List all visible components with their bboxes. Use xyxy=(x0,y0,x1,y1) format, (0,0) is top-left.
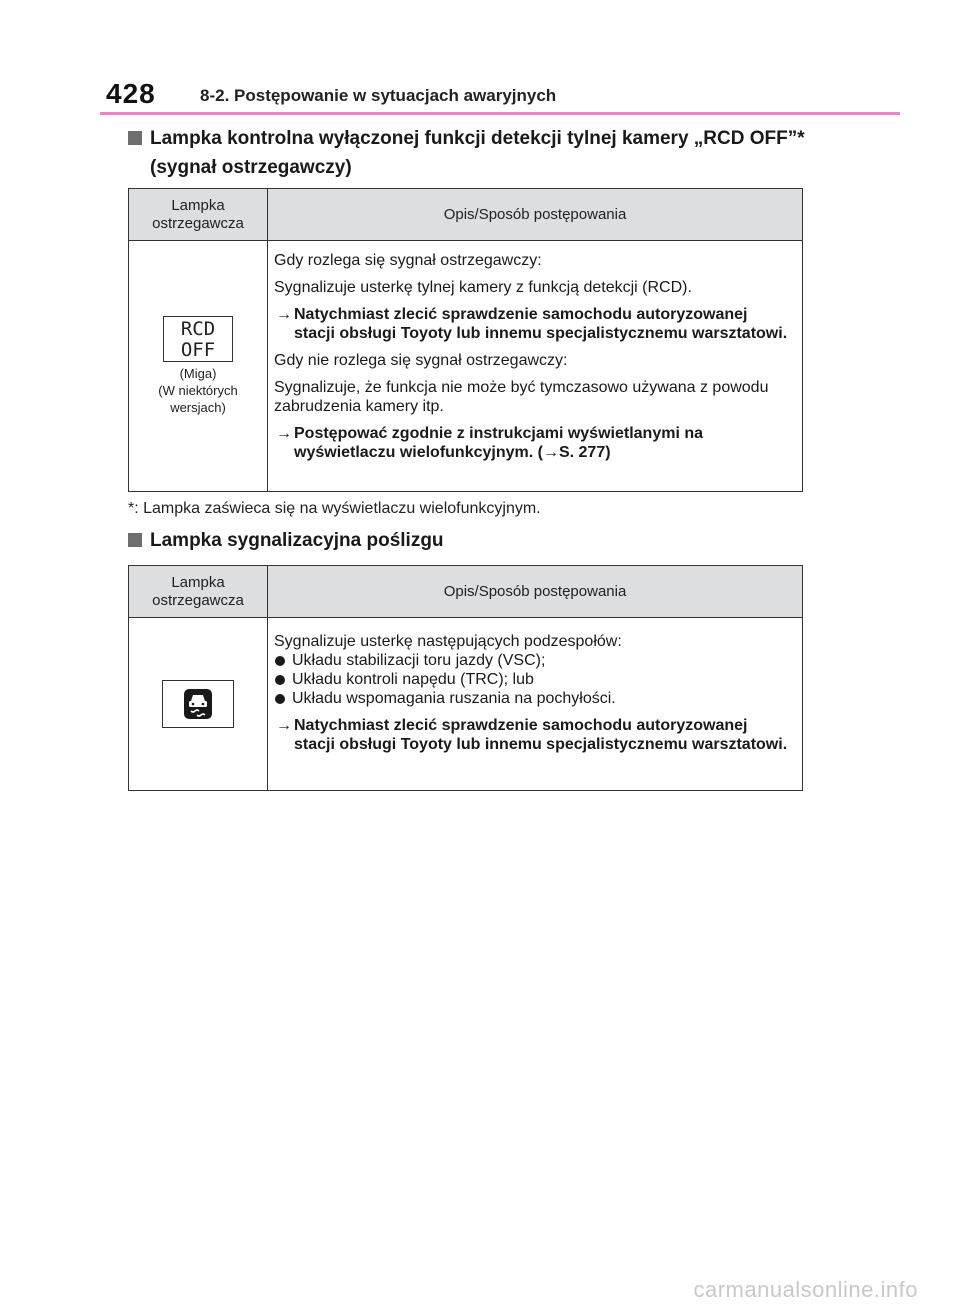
slip-indicator-table xyxy=(128,565,803,791)
arrow-icon: → xyxy=(276,425,292,442)
bullet-icon xyxy=(275,694,285,704)
table-header-row xyxy=(129,566,803,618)
lamp-caption-some-versions: (W niektórych wersjach) xyxy=(158,383,238,415)
description-text: Sygnalizuje usterkę następujących podzespołów: xyxy=(274,633,622,650)
footnote: *: Lampka zaświeca się na wyświetlaczu wielofunkcyjnym. xyxy=(128,500,541,517)
bullet-icon xyxy=(275,656,285,666)
table-header-row xyxy=(129,189,803,241)
list-item xyxy=(274,670,788,689)
skid-car-icon xyxy=(162,680,234,728)
section-heading-text: Lampka kontrolna wyłączonej funkcji detekcji tylnej kamery „RCD OFF”* (sygnał ostrzegawczy) xyxy=(150,128,805,178)
section-square-icon xyxy=(128,131,142,145)
col-header-lamp: Lampka ostrzegawcza xyxy=(129,189,268,241)
action-instruction-2 xyxy=(274,424,788,462)
lamp-cell xyxy=(129,618,268,791)
watermark: carmanualsonline.info xyxy=(693,1277,918,1302)
action-text-2: Postępować zgodnie z instrukcjami wyświetlanymi na wyświetlaczu wielofunkcyjnym. (→S. 277) xyxy=(294,425,703,461)
lamp-caption-blink: (Miga) xyxy=(179,366,217,381)
section-heading-slip xyxy=(128,526,810,555)
chapter-title: 8-2. Postępowanie w sytuacjach awaryjnych xyxy=(200,86,557,105)
list-item-text: Układu kontroli napędu (TRC); lub xyxy=(292,671,534,688)
description-text: Sygnalizuje usterkę tylnej kamery z funkcją detekcji (RCD). xyxy=(274,279,692,296)
action-text: Natychmiast zlecić sprawdzenie samochodu autoryzowanej stacji obsługi Toyoty lub innemu specjalistycznemu warsztatowi. xyxy=(294,717,788,753)
rcd-off-lamp-line1: RCD xyxy=(180,318,216,340)
col-header-description: Opis/Sposób postępowania xyxy=(268,189,803,241)
page-number: 428 xyxy=(106,78,156,109)
description-text-2: Sygnalizuje, że funkcja nie może być tymczasowo używana z powodu zabrudzenia kamery itp. xyxy=(274,379,769,415)
description-cell xyxy=(268,241,803,492)
arrow-icon: → xyxy=(276,306,292,323)
action-instruction xyxy=(274,716,788,754)
arrow-icon: → xyxy=(276,717,292,734)
bullet-icon xyxy=(275,675,285,685)
table-row xyxy=(129,618,803,791)
list-item xyxy=(274,651,788,670)
description-cell xyxy=(268,618,803,791)
list-item-text: Układu wspomagania ruszania na pochyłości. xyxy=(292,690,616,707)
lamp-cell xyxy=(129,241,268,492)
table-row xyxy=(129,241,803,492)
rcd-off-warning-table xyxy=(128,188,803,492)
action-instruction xyxy=(274,305,788,343)
col-header-description: Opis/Sposób postępowania xyxy=(268,566,803,618)
section-heading-rcd-off xyxy=(128,124,810,182)
condition-beep: Gdy rozlega się sygnał ostrzegawczy: xyxy=(274,252,542,269)
condition-no-beep: Gdy nie rozlega się sygnał ostrzegawczy: xyxy=(274,352,568,369)
header-rule xyxy=(100,112,900,115)
section-square-icon xyxy=(128,533,142,547)
skid-car-icon-graphic xyxy=(183,688,213,720)
list-item xyxy=(274,689,788,708)
list-item-text: Układu stabilizacji toru jazdy (VSC); xyxy=(292,652,546,669)
action-text: Natychmiast zlecić sprawdzenie samochodu autoryzowanej stacji obsługi Toyoty lub innemu specjalistycznemu warsztatowi. xyxy=(294,306,788,342)
col-header-lamp: Lampka ostrzegawcza xyxy=(129,566,268,618)
section-heading-text: Lampka sygnalizacyjna poślizgu xyxy=(150,530,444,551)
rcd-off-lamp-line2: OFF xyxy=(180,339,216,361)
rcd-off-lamp-icon xyxy=(163,316,233,362)
page-header xyxy=(100,76,900,116)
